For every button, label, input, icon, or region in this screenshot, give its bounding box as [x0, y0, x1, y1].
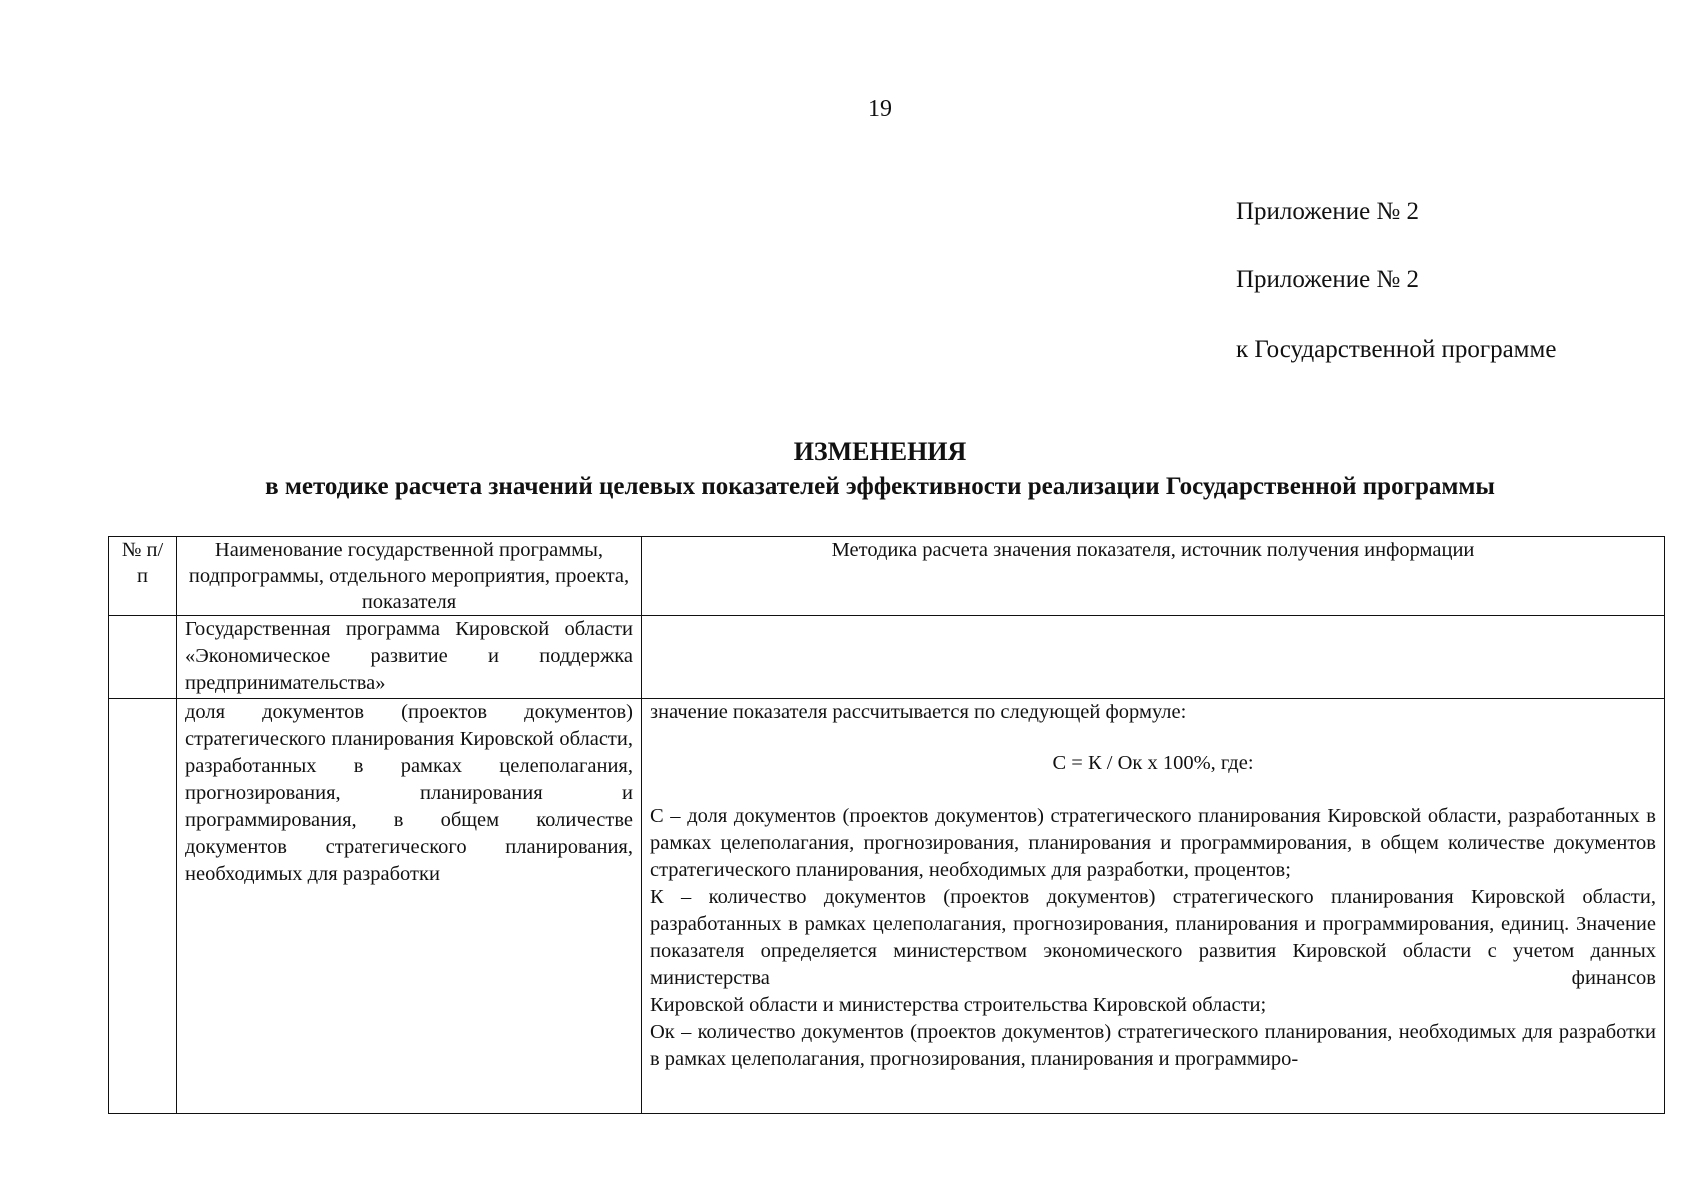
definition-k: К – количество документов (проектов документов) стратегического планирования Кировской области, разработанных в рамках целеполагания, прогнозирования, планирования и программирования, единиц. Значение показателя определяется министерством экономического развития Кировской области с учетом данных министерства финансов — [650, 886, 1656, 989]
program-method-cell — [642, 616, 1665, 699]
appendix-label-repeat: Приложение № 2 — [1236, 266, 1420, 293]
header-name: Наименование государственной программы, подпрограммы, отдельного мероприятия, проекта, показателя — [177, 537, 642, 616]
definition-k-continued: Кировской области и министерства строительства Кировской области; — [650, 994, 1267, 1016]
definition-c: С – доля документов (проектов документов) стратегического планирования Кировской области, разработанных в рамках целеполагания, прогнозирования, планирования и программирования, в общем количестве документов стратегического планирования, необходимых для разработки, процентов; — [650, 805, 1656, 881]
definition-ok: Ок – количество документов (проектов документов) стратегического планирования, необходимых для разработки в рамках целеполагания, прогнозирования, планирования и программиро- — [650, 1021, 1656, 1070]
header-number: № п/п — [109, 537, 177, 616]
appendix-reference: к Государственной программе — [1236, 336, 1557, 363]
header-method: Методика расчета значения показателя, источник получения информации — [642, 537, 1665, 616]
page-number: 19 — [868, 96, 892, 122]
appendix-label: Приложение № 2 — [1236, 198, 1420, 225]
program-name-cell: Государственная программа Кировской области «Экономическое развитие и поддержка предпринимательства» — [177, 616, 642, 699]
indicator-name-cell: доля документов (проектов документов) стратегического планирования Кировской области, разработанных в рамках целеполагания, прогнозирования, планирования и программирования, в общем количестве документов стратегического планирования, необходимых для разработки — [177, 699, 642, 1114]
indicator-method-cell — [642, 699, 1665, 1114]
table-row — [109, 699, 1665, 1114]
indicators-table — [108, 536, 1665, 1114]
row-number — [109, 699, 177, 1114]
document-subtitle: в методике расчета значений целевых показателей эффективности реализации Государственной программы — [265, 473, 1495, 500]
document-title: ИЗМЕНЕНИЯ — [793, 437, 967, 466]
row-number — [109, 616, 177, 699]
formula: С = К / Ок х 100%, где: — [1052, 752, 1254, 774]
table-row — [109, 616, 1665, 699]
table-header-row — [109, 537, 1665, 616]
method-intro: значение показателя рассчитывается по следующей формуле: — [650, 701, 1187, 723]
